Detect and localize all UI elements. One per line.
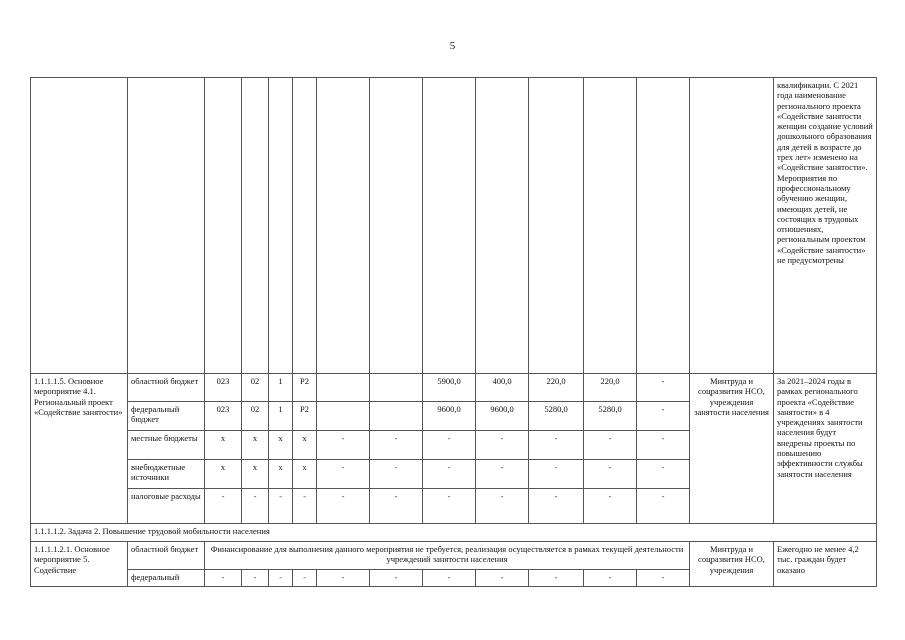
cell: - (293, 489, 317, 524)
continuation-row (31, 78, 877, 374)
cell (370, 374, 423, 402)
table-row (31, 374, 877, 402)
task-title: 1.1.1.1.2. Задача 2. Повышение трудовой мобильности населения (31, 524, 877, 542)
funding-source: федеральный бюджет (128, 402, 205, 431)
cell: 220,0 (584, 374, 637, 402)
cell: - (529, 431, 584, 460)
executor: Минтруда и соцразвития НСО, учреждения (690, 542, 774, 587)
funding-source: налоговые расходы (128, 489, 205, 524)
expected-results-note: квалификации. С 2021 года наименование регионального проекта «Содействие занятости женщин создание условий дошкольного образования для детей в возрасте до трех лет» изменено на «Содействие занятости». Мероприятия по профессиональному обучению женщин, имеющих детей, не состоящих в трудовых отношениях, региональным проектом «Содействие занятости» не предусмотрены (774, 78, 877, 374)
cell: - (242, 570, 269, 587)
cell: х (205, 431, 242, 460)
measure-title: 1.1.1.1.5. Основное мероприятие 4.1. Региональный проект «Содействие занятости» (31, 374, 128, 524)
funding-source: внебюджетные источники (128, 460, 205, 489)
expected-results: Ежегодно не менее 4,2 тыс. граждан будет оказано (774, 542, 877, 587)
page-number: 5 (449, 40, 456, 52)
cell: - (370, 460, 423, 489)
cell: - (637, 489, 690, 524)
cell: - (242, 489, 269, 524)
cell: - (584, 570, 637, 587)
cell: - (317, 431, 370, 460)
cell: 9600,0 (423, 402, 476, 431)
cell: - (269, 570, 293, 587)
cell: - (423, 489, 476, 524)
cell: - (529, 489, 584, 524)
cell: - (637, 374, 690, 402)
cell: х (242, 431, 269, 460)
cell (317, 374, 370, 402)
funding-source: местные бюджеты (128, 431, 205, 460)
cell (317, 402, 370, 431)
cell: - (584, 460, 637, 489)
cell: - (584, 431, 637, 460)
cell: 02 (242, 374, 269, 402)
cell: Р2 (293, 402, 317, 431)
cell: х (293, 431, 317, 460)
cell: - (584, 489, 637, 524)
cell: 220,0 (529, 374, 584, 402)
cell: - (317, 489, 370, 524)
cell: - (370, 431, 423, 460)
cell: 1 (269, 402, 293, 431)
cell: - (269, 489, 293, 524)
cell (370, 402, 423, 431)
cell: - (423, 460, 476, 489)
cell: - (423, 431, 476, 460)
cell: - (293, 570, 317, 587)
cell: 023 (205, 374, 242, 402)
cell: - (637, 570, 690, 587)
cell: - (637, 431, 690, 460)
cell: х (269, 431, 293, 460)
budget-table (30, 77, 877, 587)
cell: х (269, 460, 293, 489)
expected-results: За 2021–2024 годы в рамках регионального проекта «Содействие занятости» в 4 учреждениях занятости населения будут внедрены проекты по повышению эффективности службы занятости населения (774, 374, 877, 524)
cell: - (476, 570, 529, 587)
cell: - (529, 460, 584, 489)
funding-source: областной бюджет (128, 542, 205, 570)
cell: х (293, 460, 317, 489)
funding-source: федеральный (128, 570, 205, 587)
cell: - (637, 460, 690, 489)
executor: Минтруда и соцразвития НСО, учреждения занятости населения (690, 374, 774, 524)
measure-title: 1.1.1.1.2.1. Основное мероприятие 5. Содействие (31, 542, 128, 587)
cell: - (476, 460, 529, 489)
cell: - (370, 489, 423, 524)
cell: Р2 (293, 374, 317, 402)
cell: - (370, 570, 423, 587)
cell: - (529, 570, 584, 587)
cell: 400,0 (476, 374, 529, 402)
cell: - (476, 489, 529, 524)
cell: - (205, 570, 242, 587)
cell: 5280,0 (584, 402, 637, 431)
funding-not-required-note: Финансирование для выполнения данного мероприятия не требуется, реализация осуществляется в рамках текущей деятельности учреждений занятости населения (205, 542, 690, 570)
cell: - (317, 570, 370, 587)
cell: 5900,0 (423, 374, 476, 402)
table-row (31, 542, 877, 570)
cell: - (476, 431, 529, 460)
funding-source: областной бюджет (128, 374, 205, 402)
cell: - (317, 460, 370, 489)
cell: х (242, 460, 269, 489)
cell: 1 (269, 374, 293, 402)
cell: 9600,0 (476, 402, 529, 431)
cell: - (205, 489, 242, 524)
cell: - (423, 570, 476, 587)
task-row (31, 524, 877, 542)
cell: 5280,0 (529, 402, 584, 431)
cell: 02 (242, 402, 269, 431)
cell: х (205, 460, 242, 489)
cell: 023 (205, 402, 242, 431)
cell: - (637, 402, 690, 431)
